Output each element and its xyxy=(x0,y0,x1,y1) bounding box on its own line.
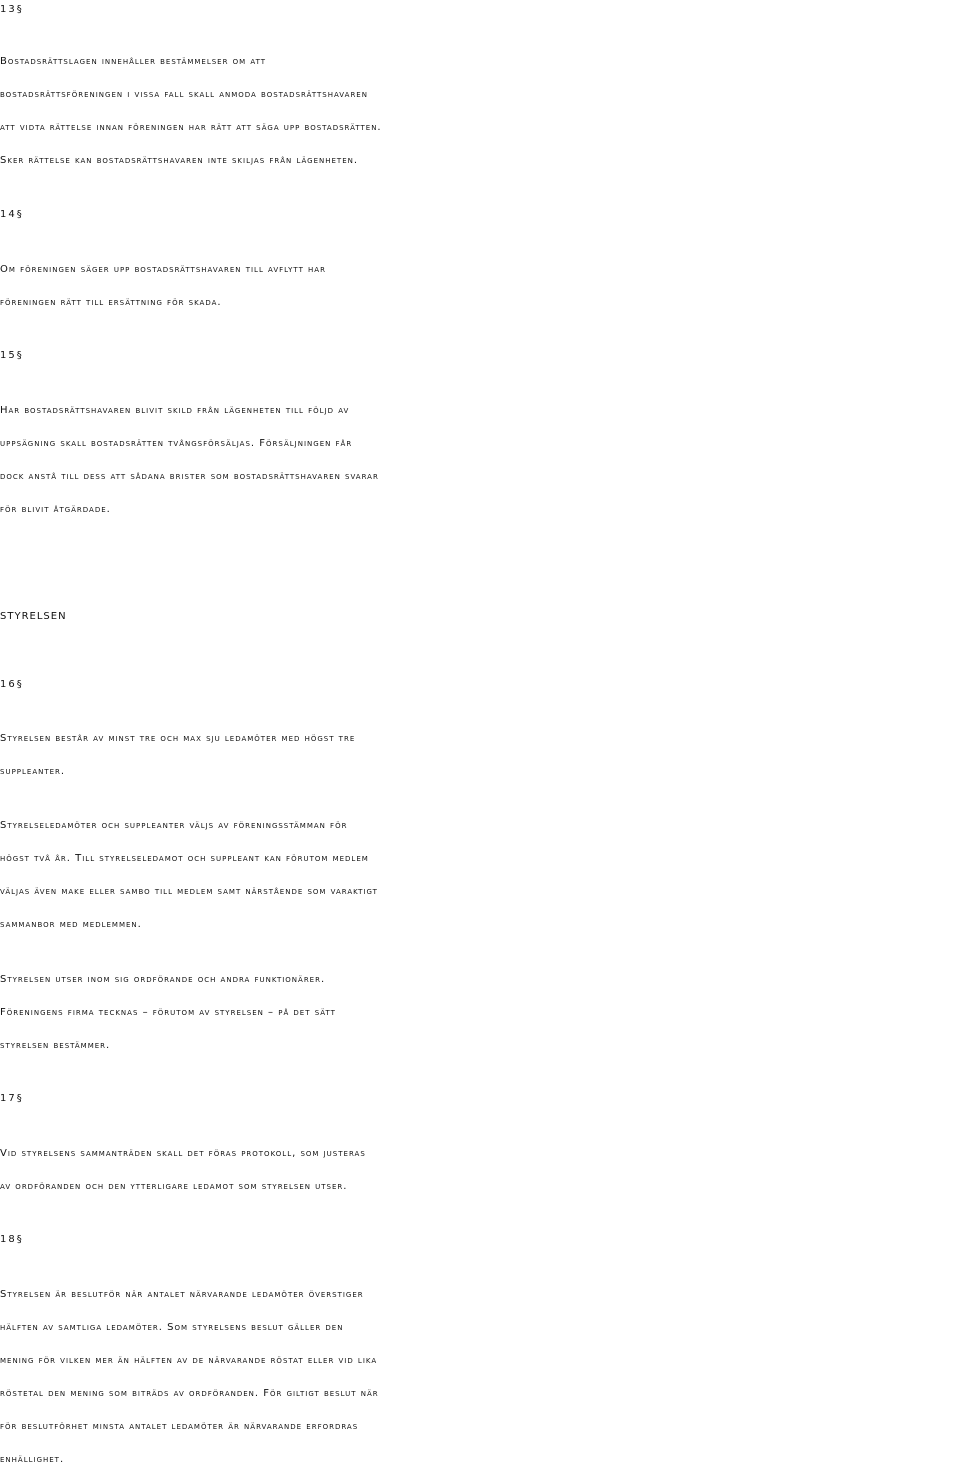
section-number-13: 13§ xyxy=(0,4,24,15)
text-line: dock anstå till dess att sådana brister som bostadsrättshavaren svarar xyxy=(0,471,379,482)
text-line: mening för vilken mer än hälften av de närvarande röstat eller vid lika xyxy=(0,1355,378,1366)
text-line: Styrelsen utser inom sig ordförande och andra funktionärer. xyxy=(0,974,326,985)
text-line: att vidta rättelse innan föreningen har rätt att säga upp bostadsrätten. xyxy=(0,122,382,133)
section-number-17: 17§ xyxy=(0,1093,24,1104)
text-line: av ordföranden och den ytterligare ledamot som styrelsen utser. xyxy=(0,1181,348,1192)
text-line: röstetal den mening som biträds av ordföranden. För giltigt beslut när xyxy=(0,1388,379,1399)
text-line: Sker rättelse kan bostadsrättshavaren inte skiljas från lägenheten. xyxy=(0,155,359,166)
text-line: för beslutförhet minsta antalet ledamöter är närvarande erfordras xyxy=(0,1421,359,1432)
text-line: styrelsen bestämmer. xyxy=(0,1040,111,1051)
text-line: väljas även make eller sambo till medlem samt närstående som varaktigt xyxy=(0,886,378,897)
section-number-15: 15§ xyxy=(0,350,24,361)
text-line: Föreningens firma tecknas – förutom av styrelsen – på det sätt xyxy=(0,1007,336,1018)
text-line: hälften av samtliga ledamöter. Som styrelsens beslut gäller den xyxy=(0,1322,344,1333)
text-line: för blivit åtgärdade. xyxy=(0,504,111,515)
text-line: Om föreningen säger upp bostadsrättshavaren till avflytt har xyxy=(0,264,326,275)
text-line: Har bostadsrättshavaren blivit skild från lägenheten till följd av xyxy=(0,405,350,416)
section-number-18: 18§ xyxy=(0,1234,24,1245)
section-14-paragraph xyxy=(0,253,960,319)
section-13-paragraph xyxy=(0,45,960,177)
section-17-paragraph xyxy=(0,1137,960,1203)
text-line: Bostadsrättslagen innehåller bestämmelser om att xyxy=(0,56,267,67)
section-16-paragraph-3 xyxy=(0,963,960,1062)
text-line: sammanbor med medlemmen. xyxy=(0,919,142,930)
text-line: Styrelseledamöter och suppleanter väljs av föreningsstämman för xyxy=(0,820,348,831)
text-line: Styrelsen består av minst tre och max sju ledamöter med högst tre xyxy=(0,733,356,744)
text-line: föreningen rätt till ersättning för skada. xyxy=(0,297,222,308)
section-15-paragraph xyxy=(0,394,960,526)
text-line: Styrelsen är beslutför när antalet närvarande ledamöter överstiger xyxy=(0,1289,364,1300)
text-line: högst två år. Till styrelseledamot och suppleant kan förutom medlem xyxy=(0,853,369,864)
text-line: bostadsrättsföreningen i vissa fall skall anmoda bostadsrättshavaren xyxy=(0,89,368,100)
text-line: enhällighet. xyxy=(0,1454,65,1465)
text-line: Vid styrelsens sammanträden skall det föras protokoll, som justeras xyxy=(0,1148,366,1159)
text-line: suppleanter. xyxy=(0,766,66,777)
section-16-paragraph-2 xyxy=(0,809,960,941)
section-number-16: 16§ xyxy=(0,679,24,690)
section-18-paragraph xyxy=(0,1278,960,1476)
section-16-paragraph-1 xyxy=(0,722,960,788)
text-line: uppsägning skall bostadsrätten tvångsförsäljas. Försäljningen får xyxy=(0,438,353,449)
section-number-14: 14§ xyxy=(0,209,24,220)
section-heading-styrelsen: STYRELSEN xyxy=(0,611,67,622)
